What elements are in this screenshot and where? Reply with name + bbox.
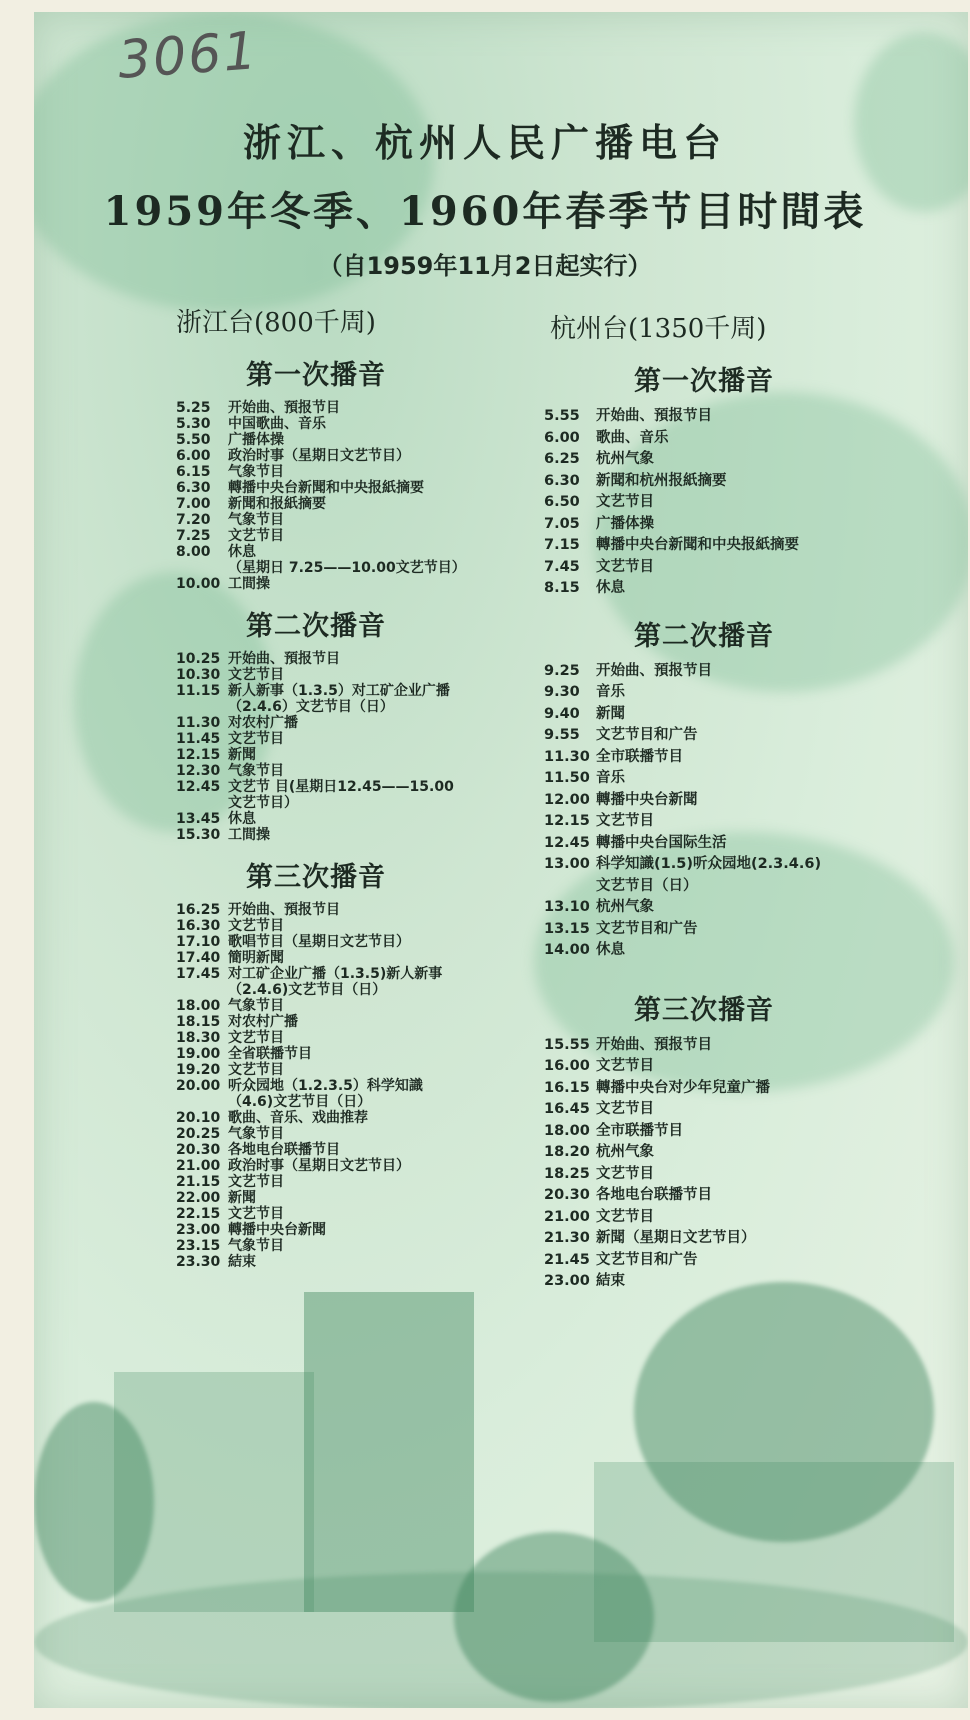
time-slot [176,560,228,576]
time-slot: 10.25 [176,651,221,667]
time-slot: 21.15 [176,1174,221,1190]
schedule-row [176,966,496,982]
time-slot: 13.00 [544,856,590,872]
schedule-row [176,544,496,560]
time-slot: 5.55 [544,408,580,424]
program-name: 对农村广播 [228,715,298,731]
program-name: 文艺节目和广告 [596,727,698,743]
time-slot: 6.30 [544,472,580,489]
program-name: 休息 [228,544,256,560]
program-name: 文艺节目 [596,558,654,575]
schedule-row [544,1099,884,1121]
program-name: 对农村广播 [228,1014,298,1030]
schedule-row [544,747,884,769]
schedule-row [176,683,496,699]
time-slot: 16.15 [544,1079,590,1096]
program-name: 轉播中央台新聞和中央报紙摘要 [596,537,799,553]
program-name: 工間操 [228,827,270,843]
page-title: 浙江、杭州人民广播电台 [242,120,727,165]
time-slot: 23.15 [176,1238,221,1254]
time-slot: 22.15 [176,1206,221,1222]
time-slot: 13.45 [176,811,221,827]
program-name: 轉播中央台新聞和中央报紙摘要 [228,480,424,496]
program-name: 气象节目 [228,998,284,1014]
program-name: 全市联播节目 [596,1122,683,1139]
program-name: 結束 [228,1254,256,1270]
program-name: 各地电台联播节目 [228,1142,340,1158]
program-name: 文艺节目和广告 [596,1251,698,1268]
program-name: 杭州气象 [596,1144,654,1160]
schedule-row [176,779,496,795]
program-name: 各地电台联播节目 [596,1187,712,1203]
time-slot: 11.15 [176,683,221,699]
time-slot: 21.00 [544,1208,590,1225]
time-slot: 11.50 [544,770,590,786]
time-slot: 23.30 [176,1254,221,1270]
time-slot: 16.00 [544,1058,590,1074]
schedule-row [176,1142,496,1158]
schedule-row [544,535,884,557]
schedule-row [176,1014,496,1030]
schedule-row [176,576,496,592]
schedule-row [176,1094,496,1110]
program-name: 文艺节目 [596,494,654,510]
schedule-row [544,661,884,683]
time-slot: 6.30 [176,480,211,496]
tree-illustration [634,1282,934,1542]
program-name: 文艺节目 [228,1174,284,1190]
schedule-row [176,1190,496,1206]
program-name: 轉播中央台新聞 [228,1222,326,1238]
time-slot: 7.00 [176,496,211,512]
schedule-row [544,919,884,941]
time-slot: 7.15 [544,537,580,553]
program-name: 听众园地（1.2.3.5）科学知識 [228,1078,423,1094]
program-name: 全省联播节目 [228,1046,312,1062]
time-slot: 11.45 [176,731,221,747]
time-slot [176,795,228,811]
time-slot [176,1094,228,1110]
schedule-row [544,811,884,833]
time-slot: 19.00 [176,1046,221,1062]
program-name: 文艺节目 [228,1062,284,1078]
program-name: 开始曲、預报节目 [228,902,340,918]
schedule-row [176,811,496,827]
program-name: 新聞 [228,747,256,763]
program-name: 文艺节目 [596,813,654,829]
time-slot: 18.00 [176,998,221,1014]
schedule-row [176,560,496,576]
schedule-row [544,876,884,898]
program-name: 开始曲、預报节目 [596,662,712,679]
schedule-row [544,1185,884,1207]
time-slot: 17.10 [176,934,221,950]
schedule-row [544,492,884,514]
program-name: 轉播中央台国际生活 [596,834,727,851]
zhejiang-station-column [176,302,496,1270]
program-name: 文艺节目 [228,731,284,747]
time-slot: 15.55 [544,1036,590,1053]
schedule-row [176,1254,496,1270]
schedule-row [176,1222,496,1238]
time-slot: 18.25 [544,1165,590,1182]
schedule-row [176,795,496,811]
schedule-row [176,667,496,683]
time-slot: 19.20 [176,1062,221,1078]
program-name: 新聞 [596,705,625,722]
time-slot: 18.00 [544,1122,590,1139]
program-name: 气象节目 [228,512,284,528]
schedule-row [176,1046,496,1062]
time-slot [176,982,228,998]
program-name: 中国歌曲、音乐 [228,416,326,432]
program-name: 气象节目 [228,1238,284,1254]
time-slot: 9.30 [544,684,580,700]
schedule-row [544,449,884,471]
station-name: 杭州台(1350千周) [550,314,767,344]
program-name: 新聞和报紙摘要 [228,496,326,512]
program-name: 文艺节 目(星期日12.45——15.00 [228,779,454,795]
schedule-row [544,428,884,450]
program-name: 杭州气象 [596,451,654,467]
program-name: 文艺节目 [596,1208,654,1225]
schedule-row [544,1228,884,1250]
time-slot: 14.00 [544,942,590,958]
schedule-row [176,1238,496,1254]
program-name: 文艺节目 [228,918,284,934]
program-name: 歌唱节目（星期日文艺节目） [228,934,410,950]
time-slot: 16.45 [544,1101,590,1117]
time-slot: 18.20 [544,1144,590,1160]
time-slot: 12.00 [544,791,590,808]
time-slot: 18.15 [176,1014,221,1030]
program-name: 休息 [228,811,256,827]
section-title: 第二次播音 [246,611,386,642]
time-slot: 21.00 [176,1158,221,1174]
program-name: 休息 [596,580,625,596]
program-name: 气象节目 [228,1126,284,1142]
program-name: 文艺节目 [228,1030,284,1046]
schedule-row [176,432,496,448]
schedule-row [544,854,884,876]
program-name: 結束 [596,1273,625,1289]
program-name: 广播体操 [596,515,654,532]
time-slot: 5.50 [176,432,211,448]
schedule-row [176,480,496,496]
schedule-row [176,715,496,731]
program-name: 音乐 [596,684,625,700]
handwritten-catalog-number: 3061 [116,21,261,91]
schedule-row [544,1207,884,1229]
program-name: 文艺节目 [596,1058,654,1074]
program-name: 音乐 [596,770,625,786]
section-title: 第二次播音 [634,620,774,652]
time-slot: 13.10 [544,899,590,915]
time-slot: 10.00 [176,576,221,592]
schedule-row [176,998,496,1014]
program-name: 文艺节目 [596,1101,654,1117]
schedule-row [544,897,884,919]
time-slot: 9.25 [544,662,580,679]
section-title: 第三次播音 [246,862,386,893]
time-slot: 20.00 [176,1078,221,1094]
time-slot: 16.30 [176,918,221,934]
schedule-title: 1959年冬季、1960年春季节目时間表 [103,188,867,235]
schedule-row [176,528,496,544]
section-title: 第一次播音 [634,366,774,397]
schedule-row [544,1164,884,1186]
schedule-row [176,918,496,934]
program-name: 杭州气象 [596,899,654,915]
time-slot: 9.40 [544,705,580,722]
time-slot [544,876,596,898]
time-slot: 7.25 [176,528,211,544]
program-name: （星期日 7.25——10.00文艺节目） [228,560,466,576]
program-name: 轉播中央台对少年兒童广播 [596,1079,770,1096]
program-name: 歌曲、音乐、戏曲推荐 [228,1110,368,1126]
tree-illustration [34,1572,968,1708]
schedule-row [544,514,884,536]
time-slot: 6.50 [544,494,580,510]
station-name: 浙江台(800千周) [176,308,376,338]
broadcast-sections [544,359,884,1293]
program-name: 工間操 [228,576,270,592]
time-slot: 7.05 [544,515,580,532]
time-slot: 6.15 [176,464,211,480]
schedule-row [176,827,496,843]
time-slot: 8.00 [176,544,211,560]
program-name: 文艺节目和广告 [596,920,698,937]
schedule-row [176,496,496,512]
schedule-row [544,790,884,812]
program-name: 政治时事（星期日文艺节目） [228,448,410,464]
schedule-row [176,1110,496,1126]
program-name: 文艺节目（日） [596,877,698,894]
schedule-row [176,1158,496,1174]
time-slot: 23.00 [176,1222,221,1238]
program-name: 新聞（星期日文艺节目） [596,1230,756,1246]
time-slot: 11.30 [176,715,221,731]
schedule-row [176,950,496,966]
program-name: 新聞 [228,1190,256,1206]
time-slot: 9.55 [544,727,580,743]
time-slot: 18.30 [176,1030,221,1046]
program-name: 开始曲、預报节目 [228,400,340,416]
schedule-row [176,1062,496,1078]
time-slot: 6.00 [544,429,580,446]
schedule-row [544,1078,884,1100]
schedule-row [176,1030,496,1046]
schedule-row [176,763,496,779]
schedule-row [176,1206,496,1222]
time-slot: 5.25 [176,400,211,416]
schedule-row [544,471,884,493]
schedule-row [176,731,496,747]
schedule-row [544,557,884,579]
program-name: 气象节目 [228,763,284,779]
hangzhou-station-column [544,308,884,1293]
time-slot: 20.25 [176,1126,221,1142]
schedule-row [544,940,884,962]
schedule-row [176,1078,496,1094]
time-slot: 17.40 [176,950,221,966]
time-slot: 23.00 [544,1273,590,1289]
program-name: （2.4.6)文艺节目（日） [228,982,387,998]
program-name: 对工矿企业广播（1.3.5)新人新事 [228,966,443,982]
schedule-row [176,1126,496,1142]
section-title: 第一次播音 [246,360,386,391]
time-slot: 7.45 [544,558,580,575]
program-name: 文艺节目 [596,1165,654,1182]
program-name: 文艺节目 [228,667,284,683]
time-slot: 12.45 [544,834,590,851]
time-slot: 10.30 [176,667,221,683]
time-slot: 22.00 [176,1190,221,1206]
broadcast-building-illustration [304,1292,474,1612]
schedule-row [176,902,496,918]
schedule-row [544,704,884,726]
time-slot: 8.15 [544,580,580,596]
time-slot: 12.15 [176,747,221,763]
time-slot: 15.30 [176,827,221,843]
schedule-row [176,416,496,432]
program-name: 科学知識(1.5)听众园地(2.3.4.6) [596,856,822,872]
time-slot: 16.25 [176,902,221,918]
schedule-row [176,699,496,715]
time-slot: 6.00 [176,448,211,464]
time-slot: 5.30 [176,416,211,432]
schedule-row [176,448,496,464]
program-name: 文艺节目 [228,528,284,544]
schedule-row [544,406,884,428]
program-name: 文艺节目） [228,795,298,811]
schedule-row [176,934,496,950]
schedule-row [544,682,884,704]
schedule-row [176,982,496,998]
program-name: 气象节目 [228,464,284,480]
time-slot: 12.45 [176,779,221,795]
schedule-row [544,725,884,747]
program-name: （4.6)文艺节目（日） [228,1094,372,1110]
schedule-row [544,1271,884,1293]
time-slot: 12.15 [544,813,590,829]
program-name: 广播体操 [228,432,284,448]
schedule-row [544,1056,884,1078]
program-name: 簡明新聞 [228,950,284,966]
schedule-row [544,1250,884,1272]
schedule-row [544,578,884,600]
time-slot: 20.30 [176,1142,221,1158]
schedule-row [176,400,496,416]
schedule-row [176,1174,496,1190]
schedule-row [176,747,496,763]
time-slot: 20.10 [176,1110,221,1126]
program-name: 全市联播节目 [596,748,683,765]
schedule-row [544,833,884,855]
program-name: 文艺节目 [228,1206,284,1222]
schedule-row [544,768,884,790]
program-name: 休息 [596,942,625,958]
program-name: 政治时事（星期日文艺节目） [228,1158,410,1174]
time-slot: 13.15 [544,920,590,937]
program-name: 开始曲、預报节目 [596,408,712,424]
time-slot: 7.20 [176,512,211,528]
schedule-row [176,651,496,667]
section-title: 第三次播音 [634,994,774,1026]
time-slot: 12.30 [176,763,221,779]
time-slot: 21.30 [544,1230,590,1246]
tree-illustration [34,1402,154,1602]
broadcast-sections [176,353,496,1270]
program-name: 新人新事（1.3.5）对工矿企业广播 [228,683,450,699]
time-slot: 6.25 [544,451,580,467]
program-name: （2.4.6）文艺节目（日） [228,699,394,715]
time-slot [176,699,228,715]
time-slot: 20.30 [544,1187,590,1203]
schedule-row [544,1035,884,1057]
schedule-row [176,512,496,528]
program-name: 新聞和杭州报紙摘要 [596,472,727,489]
schedule-row [544,1121,884,1143]
schedule-row [544,1142,884,1164]
schedule-row [176,464,496,480]
program-name: 开始曲、預报节目 [596,1036,712,1053]
program-name: 歌曲、音乐 [596,429,669,446]
program-name: 开始曲、預报节目 [228,651,340,667]
time-slot: 21.45 [544,1251,590,1268]
time-slot: 17.45 [176,966,221,982]
effective-date: （自1959年11月2日起实行） [318,252,652,280]
program-name: 轉播中央台新聞 [596,791,698,808]
time-slot: 11.30 [544,748,590,765]
